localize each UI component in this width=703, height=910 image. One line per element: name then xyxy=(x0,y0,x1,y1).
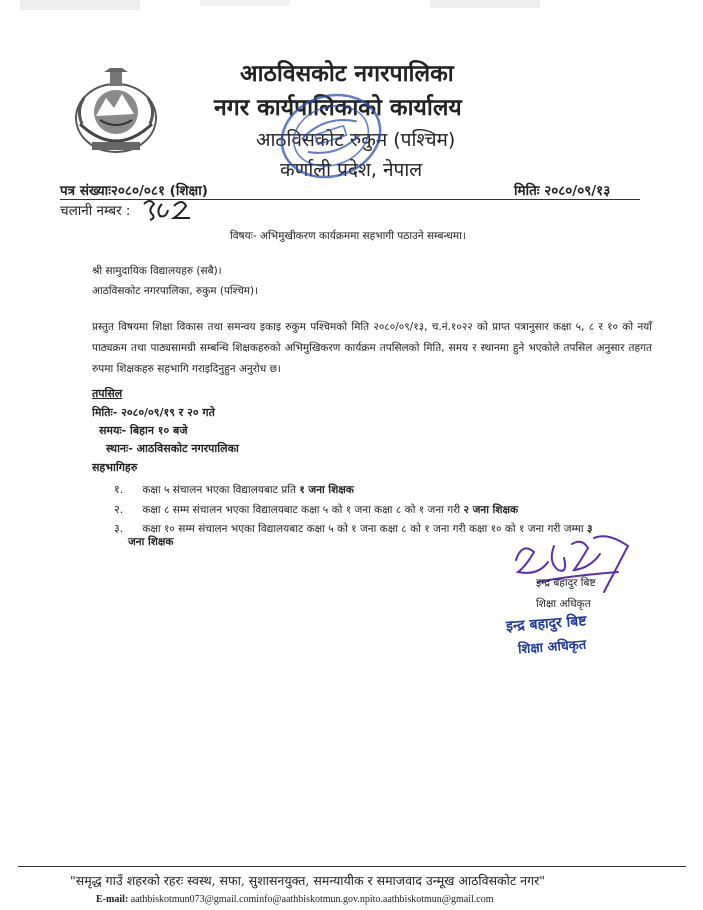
signatory-stamp-title: शिक्षा अधिकृत xyxy=(517,637,587,658)
list-item xyxy=(114,498,518,517)
scan-smudge xyxy=(0,0,703,22)
dispatch-number-handwritten xyxy=(140,196,196,222)
letter-subject: विषयः- अभिमुखीकरण कार्यक्रममा सहभागी पठाउने सम्बन्धमा। xyxy=(230,230,466,242)
office-location: आठविसकोट रुकुम (पश्चिम) xyxy=(256,129,456,151)
list-item-emphasis: २ जना शिक्षक xyxy=(463,504,519,516)
list-item-number: १. xyxy=(114,483,124,496)
signatory-title: शिक्षा अधिकृत xyxy=(536,598,591,610)
letter-body: प्रस्तुत विषयमा शिक्षा विकास तथा समन्वय इकाइ रुकुम पश्चिमको मिति २०८०/०९/१३, च.नं.१०२२ को प्राप्त पत्रानुसार कक्षा ५, ८ र १० को नयाँ पाठ्यक्रम तथा पाठ्यसामग्री सम्बन्धि शिक्षकहरुको अभिमुखिकरण कार्यक्रम तपसिलको मिति, समय र स्थानमा हुने भएकोले तपसिल अनुसार तहगत रुपमा शिक्षकहरु सहभागि गराइदिनुहुन अनुरोध छ। xyxy=(92,321,652,375)
province-line: कर्णाली प्रदेश, नेपाल xyxy=(280,159,423,181)
footer-email xyxy=(96,894,494,905)
list-item-text: कक्षा ५ संचालन भएका विद्यालयबाट प्रति xyxy=(142,484,300,496)
schedule-time: समयः- बिहान १० बजे xyxy=(99,424,188,437)
signatory-stamp-name: इन्द्र बहादुर बिष्ट xyxy=(505,613,587,635)
schedule-heading: तपसिल xyxy=(92,387,123,400)
office-name: नगर कार्यपालिकाको कार्यालय xyxy=(214,95,462,121)
participants-heading: सहभागिहरु xyxy=(92,461,138,474)
letter-reference-number: पत्र संख्याः२०८०/०८१ (शिक्षा) xyxy=(60,183,208,199)
recipient-line-2: आठविसकोट नगरपालिका, रुकुम (पश्चिम)। xyxy=(92,285,259,297)
email-value: aathbiskotmun073@gmail.cominfo@aathbiskotmun.gov.npito.aathbiskotmun@gmail.com xyxy=(130,894,494,905)
list-item-text: कक्षा ८ सम्म संचालन भएका विद्यालयबाट कक्षा ५ को १ जना कक्षा ८ को १ जना गरी xyxy=(142,504,464,516)
org-name: आठविसकोट नगरपालिका xyxy=(240,61,454,87)
list-item-emphasis: १ जना शिक्षक xyxy=(299,484,354,496)
letter-date: मितिः २०८०/०९/१३ xyxy=(514,183,611,199)
list-item-text: कक्षा १० सम्म संचालन भएका विद्यालयबाट कक्षा ५ को १ जना कक्षा ८ को १ जना गरी कक्षा १० को १ जना गरी जम्मा xyxy=(142,523,587,535)
schedule-place: स्थानः- आठविसकोट नगरपालिका xyxy=(106,442,239,455)
office-seal-stamp xyxy=(272,84,390,188)
list-item-number: २. xyxy=(114,503,124,516)
dispatch-number-label: चलानी नम्बर : xyxy=(60,203,131,219)
email-label: E-mail: xyxy=(96,894,129,905)
schedule-date: मितिः- २०८०/०९/१९ र २० गते xyxy=(92,406,215,419)
footer-motto: "समृद्ध गाउँ शहरको रहरः स्वस्थ, सफा, सुशासनयुक्त, समन्यायीक र समाजवाद उन्मूख आठविसकोट नगर" xyxy=(70,873,545,888)
list-item-emphasis: ३ xyxy=(586,523,593,535)
list-item-number: ३. xyxy=(114,522,124,535)
nepal-government-emblem-icon xyxy=(70,68,162,158)
list-item-continuation: जना शिक्षक xyxy=(128,536,174,548)
signatory-name: इन्द्र बहादुर बिष्ट xyxy=(536,577,596,589)
list-item xyxy=(114,478,354,497)
recipient-line-1: श्री सामुदायिक विद्यालयहरु (सबै)। xyxy=(92,265,222,277)
footer-divider xyxy=(18,866,686,867)
